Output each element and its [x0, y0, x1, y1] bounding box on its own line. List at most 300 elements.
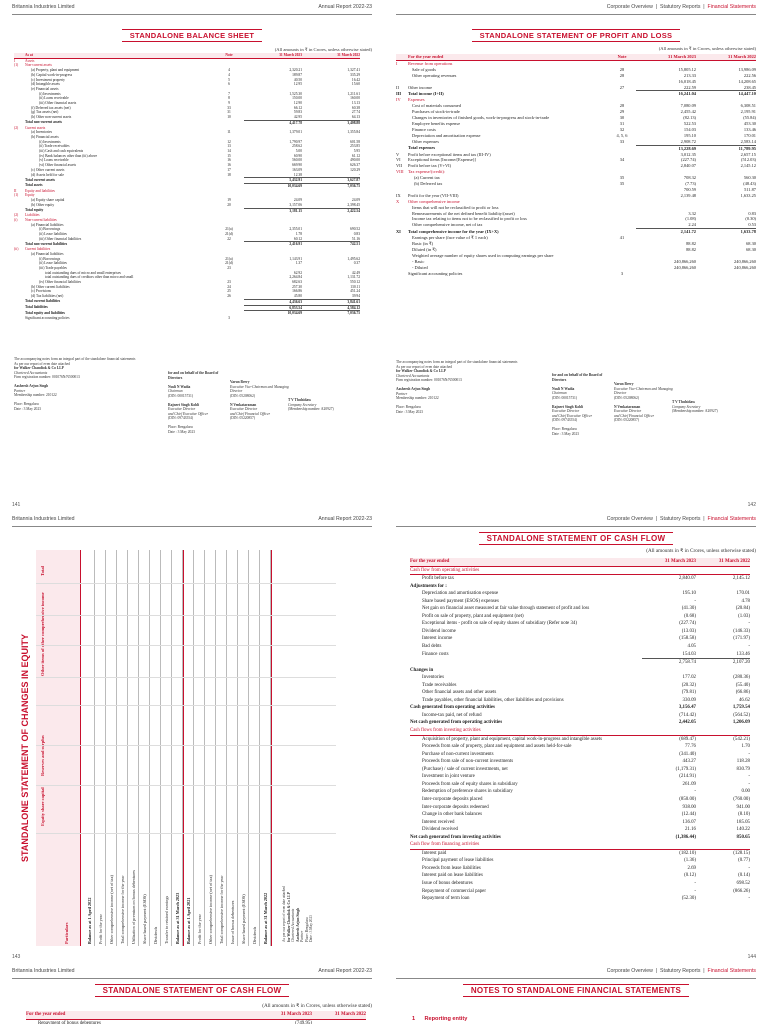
cell-marker: III — [396, 90, 402, 96]
cell-label: Profit on sale of property, plant and equipment (net) — [422, 613, 524, 619]
cell-label: Bad debts — [422, 644, 442, 650]
signature-line: for Walker Chandiok & Co LLP — [396, 369, 446, 373]
cell-label: Total current liabilities — [25, 299, 61, 304]
cell-previous: 27.74 — [351, 110, 360, 115]
cell-label: Proceeds from sale of equity shares in subsidiary — [422, 781, 518, 787]
page-title: STANDALONE STATEMENT OF CASH FLOW — [0, 984, 384, 997]
cell-label: Remeasurements of the net defined benefit liability/(asset) — [412, 210, 515, 216]
cell-label: Investment in joint venture — [422, 774, 475, 780]
cell-label: (i) Borrowings — [39, 256, 61, 261]
table-header — [26, 1011, 366, 1019]
table-row — [410, 857, 750, 865]
cell-label: Redemption of preference shares in subsidiary — [422, 789, 513, 795]
report-name: Annual Report 2022-23 — [318, 968, 372, 974]
signature-line: Firm registration number: 001076N/N500013 — [396, 378, 462, 382]
cell-label: (c) Provisions — [31, 289, 52, 294]
cell-previous: 1.70 — [741, 744, 750, 750]
cell-marker: (1) — [14, 193, 19, 198]
cell-current: 938.00 — [682, 804, 696, 810]
header-rule — [12, 526, 372, 527]
cell-current: (13.03) — [681, 628, 696, 634]
cell-previous: 626.37 — [350, 163, 360, 168]
cell-label: Income-tax paid, net of refund — [422, 712, 482, 718]
cell-previous: (1.03) — [738, 613, 750, 619]
cell-label: Expenses — [408, 97, 425, 103]
cell-current — [642, 727, 696, 735]
cell-label: (iv) Bank balances other than (iii) above — [39, 153, 98, 158]
page-number: 141 — [12, 502, 21, 508]
signature-line: Chartered Accountants — [291, 908, 295, 942]
table-row — [410, 620, 750, 628]
cell-previous: (564.52) — [733, 712, 750, 718]
cell-current: 522.53 — [683, 120, 696, 126]
cell-previous: 335.29 — [350, 72, 360, 77]
cell-previous: 42.49 — [351, 270, 360, 275]
cell-previous: 850.65 — [736, 834, 750, 840]
director-signature-block-3 — [672, 373, 744, 414]
cell-note: 28 — [619, 66, 625, 72]
cell-current: 12.90 — [293, 101, 302, 106]
cell-label: Other operating revenues — [412, 72, 457, 78]
cell-note: 7 — [228, 91, 230, 96]
column-divider — [36, 677, 336, 678]
cell-label: - Basic — [412, 258, 425, 264]
col-previous-year: 31 March 2022 — [302, 53, 360, 58]
cell-label: Changes in — [410, 667, 434, 673]
cell-label: Non-current assets — [25, 63, 52, 68]
cell-label: Assets — [25, 58, 35, 63]
cell-current: 150.00 — [292, 96, 302, 101]
signature-line: for Walker Chandiok & Co LLP — [14, 366, 64, 370]
cell-current: 5.00 — [295, 149, 302, 154]
cell-current: 24.09 — [293, 198, 302, 203]
equity-row-label: Transfer to retained earnings — [164, 895, 169, 944]
cell-note: 4, 5, 6 — [616, 132, 628, 138]
cell-current: 2,320.21 — [289, 68, 302, 73]
signature-line: Aasheesh Arjun Singh — [295, 907, 300, 942]
cell-previous: 3,408.88 — [302, 120, 360, 125]
cell-current: 2.69 — [687, 865, 696, 871]
section-rule — [271, 550, 272, 946]
table-row — [410, 796, 750, 804]
cell-previous: 690.52 — [350, 227, 360, 232]
cell-label: Repayment of commercial paper — [422, 888, 486, 894]
signature-line: As per our report of even date attached — [282, 886, 286, 942]
signature-line: Rajneet Singh Kohli — [168, 402, 200, 407]
table-row — [410, 834, 750, 842]
cell-current: (0.12) — [684, 873, 696, 879]
cell-current: 2.24 — [688, 222, 696, 228]
cell-label: Tax expense/(credit): — [408, 169, 446, 175]
cell-previous: 160.00 — [350, 96, 360, 101]
equity-row-label: Share based payment (ESOS) — [241, 894, 246, 944]
company-name: Britannia Industries Limited — [12, 516, 75, 522]
cell-previous: 24.09 — [351, 198, 360, 203]
cell-previous: 0.53 — [748, 222, 756, 228]
rotated-equity-statement — [20, 542, 350, 954]
cell-previous: 14,447.10 — [696, 91, 756, 97]
column-divider — [36, 705, 336, 706]
cell-note: 19 — [227, 198, 231, 203]
equity-row-label: Profit for the year — [197, 914, 202, 944]
cell-previous: (760.00) — [733, 796, 750, 802]
cell-current: 136.07 — [682, 819, 696, 825]
signature-line: Nusli N Wadia — [168, 384, 191, 389]
cell-current: 12.95 — [293, 82, 302, 87]
signature-line: (DIN: 05220857) — [614, 418, 640, 422]
cell-previous: 0.37 — [353, 261, 360, 266]
signature-line: Partner — [300, 930, 304, 942]
nav-statutory[interactable]: Statutory Reports — [660, 4, 701, 10]
cell-current: 13,228.69 — [636, 145, 696, 151]
cell-label: (i) Investments — [39, 139, 61, 144]
col-particulars: As at — [25, 53, 214, 58]
amount-note: (All amounts in ₹ in Crores, unless otherwise stated) — [658, 46, 756, 51]
table-row — [410, 712, 750, 720]
signature-line: Executive Director — [614, 409, 642, 413]
cell-current: 166.86 — [292, 289, 302, 294]
cell-previous: 51.16 — [351, 236, 360, 241]
signature-line: T V Thulsidass — [288, 398, 311, 402]
cell-current: 66.12 — [293, 105, 302, 110]
cell-previous: 511.87 — [744, 186, 756, 192]
signature-line: Rajneet Singh Kohli — [552, 404, 584, 409]
cell-previous: (48.43) — [743, 181, 756, 187]
cell-marker: (ii) — [14, 247, 19, 252]
cell-current: 154.03 — [683, 126, 696, 132]
row-label: Repayment of bonus debentures — [38, 1020, 101, 1024]
table-row — [410, 766, 750, 774]
nav-financial[interactable]: Financial Statements — [707, 4, 756, 10]
nav-statutory[interactable]: Statutory Reports — [660, 516, 701, 522]
cell-note: 10 — [227, 115, 231, 120]
cell-previous: 253.85 — [350, 144, 360, 149]
equity-row-label: Other comprehensive income (net of tax) — [109, 875, 114, 944]
cell-note: 34 — [619, 157, 625, 163]
cell-previous: 60.38 — [351, 105, 360, 110]
signature-line: Date : 3 May 2023 — [552, 431, 579, 436]
cell-note: 13 — [227, 144, 231, 149]
cell-previous: (55.84) — [743, 115, 756, 121]
cell-label: (v) Loans receivable — [39, 158, 69, 163]
director-signature-block-2 — [614, 373, 674, 423]
cell-previous: 5.95 — [353, 149, 360, 154]
col-current-year: 31 March 2023 — [244, 53, 302, 58]
page-title: STANDALONE STATEMENT OF CASH FLOW — [384, 532, 768, 545]
cell-current: 2,840.07 — [680, 163, 696, 169]
cell-previous — [696, 583, 750, 591]
signature-line: Date : 3 May 2023 — [309, 915, 313, 942]
signature-line: Executive Director — [552, 409, 580, 413]
signature-line: Date : 3 May 2023 — [396, 409, 423, 414]
cell-current: 3,157.06 — [289, 202, 302, 207]
cell-current: 2,416.91 — [244, 242, 302, 247]
cell-previous: (66.86) — [735, 690, 750, 696]
cell-current: (227.74) — [679, 621, 696, 627]
row-divider — [193, 550, 194, 946]
cell-label: Inter-corporate deposits placed — [422, 796, 483, 802]
cell-current: 6,853.54 — [244, 305, 302, 311]
table-row — [410, 743, 750, 751]
cell-label: (vi) Other financial assets — [39, 163, 77, 168]
cell-label: (iii) Other financial assets — [39, 101, 77, 106]
cell-label: (b) Financial assets — [31, 134, 59, 139]
cell-note: 26 — [227, 294, 231, 299]
cell-label: Principal payment of lease liabilities — [422, 858, 494, 864]
table-row — [410, 590, 750, 598]
table-row — [410, 651, 750, 659]
equity-row-label: Profit for the year — [98, 914, 103, 944]
cell-label: Issue of bonus debentures — [422, 880, 473, 886]
header-rule — [396, 14, 756, 15]
row-divider — [149, 550, 150, 946]
cell-current: - — [694, 789, 696, 795]
cell-previous: 490.00 — [350, 158, 360, 163]
cell-label: Earnings per share (face value of ₹ 1 each) — [412, 235, 488, 241]
signature-line: (DIN: 09743554) — [552, 418, 578, 422]
cell-previous: 170.01 — [743, 132, 756, 138]
cell-previous: 16.42 — [351, 77, 360, 82]
balance-sheet-table — [14, 53, 360, 321]
cell-note: 14 — [227, 149, 231, 154]
amount-note: (All amounts in ₹ in Crores, unless otherwise stated) — [262, 1003, 372, 1009]
cell-marker — [396, 271, 408, 277]
cell-label: (b) Capital work-in-progress — [31, 72, 73, 77]
cell-current: 21.16 — [684, 827, 696, 833]
nav-financial[interactable]: Financial Statements — [707, 968, 756, 974]
equity-row-label: Total comprehensive income for the year — [120, 875, 125, 944]
table-header — [410, 558, 750, 566]
cell-label: (e) Financial assets — [31, 86, 59, 91]
signature-line: Varun Berry — [230, 380, 250, 384]
cell-current: 1.78 — [295, 232, 302, 237]
signature-line: Place: Bengaluru — [14, 402, 39, 406]
cell-previous: 2,145.12 — [732, 576, 750, 582]
cell-label: Proceeds from lease liabilities — [422, 865, 481, 871]
cell-label: (a) Financial liabilities — [31, 251, 64, 256]
cell-label: Profit for the year (VII-VIII) — [408, 192, 459, 198]
nav-corporate[interactable]: Corporate Overview — [606, 516, 653, 522]
cell-current: (7.73) — [685, 181, 696, 187]
cell-previous: (20.84) — [735, 606, 750, 612]
cell-label: Exceptional items [Income/(Expense)] — [408, 157, 476, 163]
signature-line: and Chief Executive Officer — [552, 413, 593, 418]
table-row — [410, 804, 750, 812]
cell-previous: 7,036.75 — [302, 183, 360, 188]
cell-label — [410, 659, 642, 667]
table-row — [410, 697, 750, 705]
table-row — [410, 613, 750, 621]
cell-previous: - — [358, 172, 360, 177]
cell-label: Basic (in ₹) — [412, 241, 434, 247]
company-name: Britannia Industries Limited — [12, 4, 75, 10]
table-row — [410, 826, 750, 834]
cell-label: (a) Financial liabilities — [31, 222, 64, 227]
nav-corporate[interactable]: Corporate Overview — [606, 968, 653, 974]
cell-current: 700.59 — [683, 186, 696, 192]
cell-label: Adjustments for : — [410, 583, 447, 589]
cell-previous: 1,355.84 — [347, 130, 360, 135]
signature-line: Nusli N Wadia — [552, 386, 575, 391]
cell-label: (ii) Lease liabilities — [39, 232, 67, 237]
note-label: Reporting entity — [424, 1016, 468, 1022]
signature-line: Firm registration number: 001076N/N500013 — [14, 375, 80, 379]
cell-previous: 1,633.78 — [696, 229, 756, 235]
cell-previous: 0.00 — [741, 789, 750, 795]
cell-previous: 601.58 — [350, 139, 360, 144]
cell-note: 16 — [227, 158, 231, 163]
table-row — [410, 689, 750, 697]
cell-current: - — [694, 598, 696, 604]
cell-note: 3 — [620, 270, 624, 276]
report-name: Annual Report 2022-23 — [318, 4, 372, 10]
cell-note: 28 — [619, 72, 625, 78]
equity-row-label: Dividends — [252, 926, 257, 944]
cell-note: 31 — [227, 110, 231, 115]
page-number: 142 — [747, 502, 756, 508]
cell-label: (a) Property, plant and equipment — [31, 68, 80, 73]
page-header — [12, 4, 372, 14]
col-previous-year: 31 March 2022 — [312, 1011, 366, 1019]
cell-current: 708.32 — [683, 175, 696, 181]
cell-marker: IX — [396, 192, 401, 198]
table-row — [410, 605, 750, 613]
col-oci: Other items of other comprehensive income — [40, 592, 45, 676]
cell-label: Repayment of term loan — [422, 896, 470, 902]
cell-label: Equity — [25, 193, 35, 198]
cell-label: Cash generated from operating activities — [410, 705, 495, 711]
signature-line: Executive Vice-Chairman and Managing Director — [614, 386, 673, 395]
cell-marker: VIII — [396, 169, 404, 175]
cell-note: 8 — [228, 96, 230, 101]
cell-current — [642, 583, 696, 591]
director-signature-block-1 — [168, 371, 230, 434]
cell-current: 15,805.12 — [678, 66, 696, 72]
equity-row-label: Total comprehensive income for the year — [219, 875, 224, 944]
cell-previous — [696, 566, 750, 575]
cell-note: 4 — [228, 72, 230, 77]
col-note: Note — [608, 54, 636, 60]
table-row — [410, 575, 750, 583]
signature-line: Company Secretary — [672, 404, 701, 409]
cell-label: Finance costs — [412, 126, 436, 132]
signature-line: Membership number: 210122 — [14, 393, 57, 397]
signature-line: Partner — [14, 388, 26, 393]
cell-previous: (128.15) — [733, 850, 750, 856]
page-cash-flow — [384, 512, 768, 964]
signature-line: Chartered Accountants — [396, 373, 430, 378]
cell-label: total outstanding dues of creditors other than micro and small — [45, 275, 134, 280]
amount-note: (All amounts in ₹ in Crores, unless otherwise stated) — [274, 47, 372, 52]
table-row — [410, 895, 750, 903]
cell-label: Current assets — [25, 125, 46, 130]
col-reserves: Reserves and surplus — [40, 735, 45, 776]
cell-note: 27 — [619, 84, 625, 90]
nav-corporate[interactable]: Corporate Overview — [606, 4, 653, 10]
nav-statutory[interactable]: Statutory Reports — [660, 968, 701, 974]
cell-label: (d) Tax liabilities (net) — [31, 294, 64, 299]
equity-row-label: Other comprehensive income (net of tax) — [208, 875, 213, 944]
page-title: STANDALONE STATEMENT OF PROFIT AND LOSS — [384, 29, 768, 42]
table-row — [410, 751, 750, 759]
cell-current: (1,386.44) — [675, 834, 696, 840]
cell-label: (b) Deferred tax — [414, 181, 443, 187]
nav-breadcrumb: Corporate Overview | Statutory Reports | Financial Statements — [606, 968, 756, 974]
cell-current: (227.74) — [681, 157, 696, 163]
cell-previous: (146.33) — [733, 628, 750, 634]
cell-label: Other expenses — [412, 138, 439, 144]
cell-note: 12 — [227, 139, 231, 144]
table-row — [410, 758, 750, 766]
nav-financial[interactable]: Financial Statements — [707, 516, 756, 522]
cell-previous: 170.01 — [736, 591, 750, 597]
signature-line: Chairman — [552, 391, 567, 395]
cell-previous: 941.00 — [736, 804, 750, 810]
cell-current: (1.36) — [684, 858, 696, 864]
cell-marker: (2) — [14, 125, 19, 130]
page-cash-flow-continued — [0, 964, 384, 1024]
cell-previous: 2,583.14 — [740, 138, 756, 144]
cell-note: 16 — [227, 163, 231, 168]
cell-current: 240,866,260 — [674, 264, 696, 270]
cell-label: Other comprehensive income, net of tax — [412, 222, 483, 228]
equity-row-label: Share based payment (ESOS) — [142, 894, 147, 944]
cell-previous: - — [748, 781, 750, 787]
cell-label: Income tax relating to items not to be reclassified to profit or loss — [412, 216, 527, 222]
cell-current: (341.40) — [679, 751, 696, 757]
cell-previous: 2,107.20 — [696, 659, 750, 667]
cell-current: 3,156.47 — [678, 705, 696, 711]
cell-note: 9 — [228, 101, 230, 106]
table-row — [410, 788, 750, 796]
cell-previous: 11,789.95 — [696, 145, 756, 151]
cell-current: 189.87 — [292, 72, 302, 77]
signature-line: (DIN: 00015731) — [168, 393, 194, 398]
cell-current: 59.83 — [293, 110, 302, 115]
cell-label: (h) Other non-current assets — [31, 115, 72, 120]
cell-current: 10,034.69 — [244, 183, 302, 188]
amount-note: (All amounts in ₹ in Crores, unless otherwise stated) — [646, 548, 756, 554]
cell-current: 1,379.01 — [289, 130, 302, 135]
cell-note: 18 — [227, 172, 231, 177]
cell-label: (iii) Trade payables — [39, 265, 67, 270]
cell-marker: (2) — [14, 213, 19, 218]
cell-note: 33 — [619, 138, 625, 144]
header-rule — [12, 14, 372, 15]
cell-current: (0.68) — [684, 613, 696, 619]
cell-note: 22 — [227, 236, 231, 241]
cell-current: (182.10) — [679, 850, 696, 856]
cell-current — [636, 271, 696, 277]
cell-previous: 2,195.91 — [740, 109, 756, 115]
signature-line: and Chief Financial Officer — [230, 411, 271, 416]
auditor-signature-block — [396, 360, 546, 414]
cell-note: 6 — [228, 82, 230, 87]
cell-previous: - — [748, 774, 750, 780]
cell-label: Interest income — [422, 636, 453, 642]
cell-previous — [302, 316, 360, 321]
cell-previous: 1,633.25 — [740, 192, 756, 198]
cell-label: (iii) Cash and cash equivalents — [39, 149, 84, 154]
cell-previous: 1,759.54 — [732, 705, 750, 711]
page-profit-and-loss — [384, 0, 768, 512]
cell-current: 177.02 — [682, 675, 696, 681]
signature-line: for and on behalf of the Board of Directors — [552, 373, 603, 382]
cell-current: 222.59 — [683, 84, 696, 90]
cell-marker — [14, 316, 25, 321]
cell-current: 42.95 — [293, 115, 302, 120]
cell-previous: 240,866,260 — [734, 264, 756, 270]
